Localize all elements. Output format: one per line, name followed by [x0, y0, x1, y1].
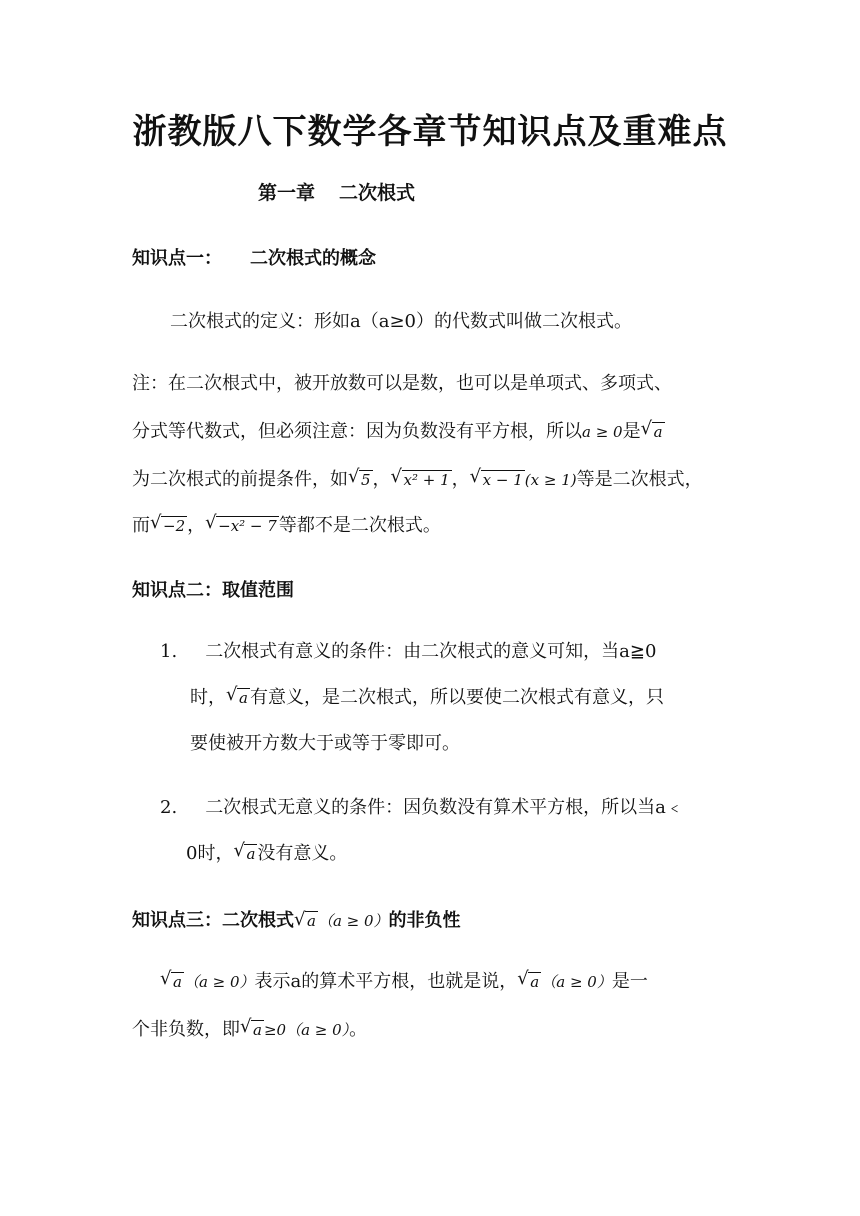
chapter-heading [258, 178, 415, 205]
math-condition: （a ≥ 0） [317, 912, 389, 930]
note-line-3-text-a: 为二次根式的前提条件，如 [132, 469, 348, 490]
note-line-2 [132, 420, 665, 444]
sqrt-expression: √ a [294, 912, 318, 930]
section-1-label: 知识点一： [132, 248, 222, 269]
section-1-heading [132, 244, 376, 270]
note-line-2-text-a: 分式等代数式，但必须注意：因为负数没有平方根，所以 [132, 421, 582, 442]
section-3-heading: 知识点三：二次根式√ a （a ≥ 0）的非负性 [132, 906, 461, 932]
sqrt-expression: √ a [233, 842, 257, 866]
math-condition: （a ≥ 0） [183, 973, 255, 991]
chapter-name: 二次根式 [339, 182, 416, 204]
definition-text: 二次根式的定义：形如a（a≥0）的代数式叫做二次根式。 [170, 311, 632, 332]
section-1-name: 二次根式的概念 [250, 248, 376, 269]
note-line-3: 为二次根式的前提条件，如√ 5 ，√ x² + 1 ，√ x − 1 (x ≥ 1)等是二次根式， [132, 468, 703, 492]
math-condition: (x ≥ 1) [524, 471, 577, 489]
chapter-number: 第一章 [258, 182, 316, 204]
list-item-1-line-3: 要使被开方数大于或等于零即可。 [190, 733, 460, 754]
list-item-1-line-2: 时，√ a 有意义，是二次根式，所以要使二次根式有意义，只 [190, 686, 664, 710]
note-line-2-text-b: 是 [622, 421, 641, 442]
sqrt-expression: √ x² + 1 [391, 468, 452, 492]
sqrt-expression: √ a [240, 1018, 264, 1042]
list-item-2-line-2: 0时，√ a 没有意义。 [186, 842, 347, 866]
note-line-4-text-b: 等都不是二次根式。 [278, 515, 441, 536]
sqrt-expression: √ a [641, 420, 665, 444]
sqrt-expression: √ a [226, 686, 250, 710]
note-line-4: 而√ −2 ，√ −x² − 7 等都不是二次根式。 [132, 514, 441, 538]
sqrt-expression: √ −x² − 7 [205, 514, 279, 538]
math-condition: （a ≥ 0） [286, 1021, 350, 1039]
note-line-4-text-a: 而 [132, 515, 150, 536]
sqrt-expression: √ x − 1 [470, 468, 525, 492]
list-number: 2. [160, 797, 178, 818]
math-condition: （a ≥ 0） [541, 973, 612, 991]
list-item-1-line-1: 1. 二次根式有意义的条件：由二次根式的意义可知，当a≧0 [160, 641, 657, 662]
note-line-3-text-b: 等是二次根式， [576, 469, 703, 490]
list-item-2-line-1: 2. 二次根式无意义的条件：因负数没有算术平方根，所以当a﹤ [160, 797, 684, 818]
sqrt-expression: √ −2 [150, 514, 187, 538]
nonnegativity-line-2: 个非负数，即√ a ≥0（a ≥ 0）。 [132, 1018, 367, 1042]
math-relation: ≥0 [263, 1021, 287, 1039]
section-2-heading: 知识点二：取值范围 [132, 580, 294, 601]
sqrt-expression: √ 5 [348, 468, 373, 492]
page-title: 浙教版八下数学各章节知识点及重难点 [132, 112, 728, 152]
sqrt-expression: √ a [517, 970, 541, 994]
sqrt-expression: √ a [160, 970, 184, 994]
list-number: 1. [160, 641, 178, 662]
note-line-1: 注：在二次根式中，被开放数可以是数，也可以是单项式、多项式、 [132, 373, 672, 394]
math-expression: a ≥ 0 [582, 423, 623, 441]
nonnegativity-line-1: √ a （a ≥ 0）表示a的算术平方根，也就是说，√ a （a ≥ 0）是一 [160, 970, 648, 994]
